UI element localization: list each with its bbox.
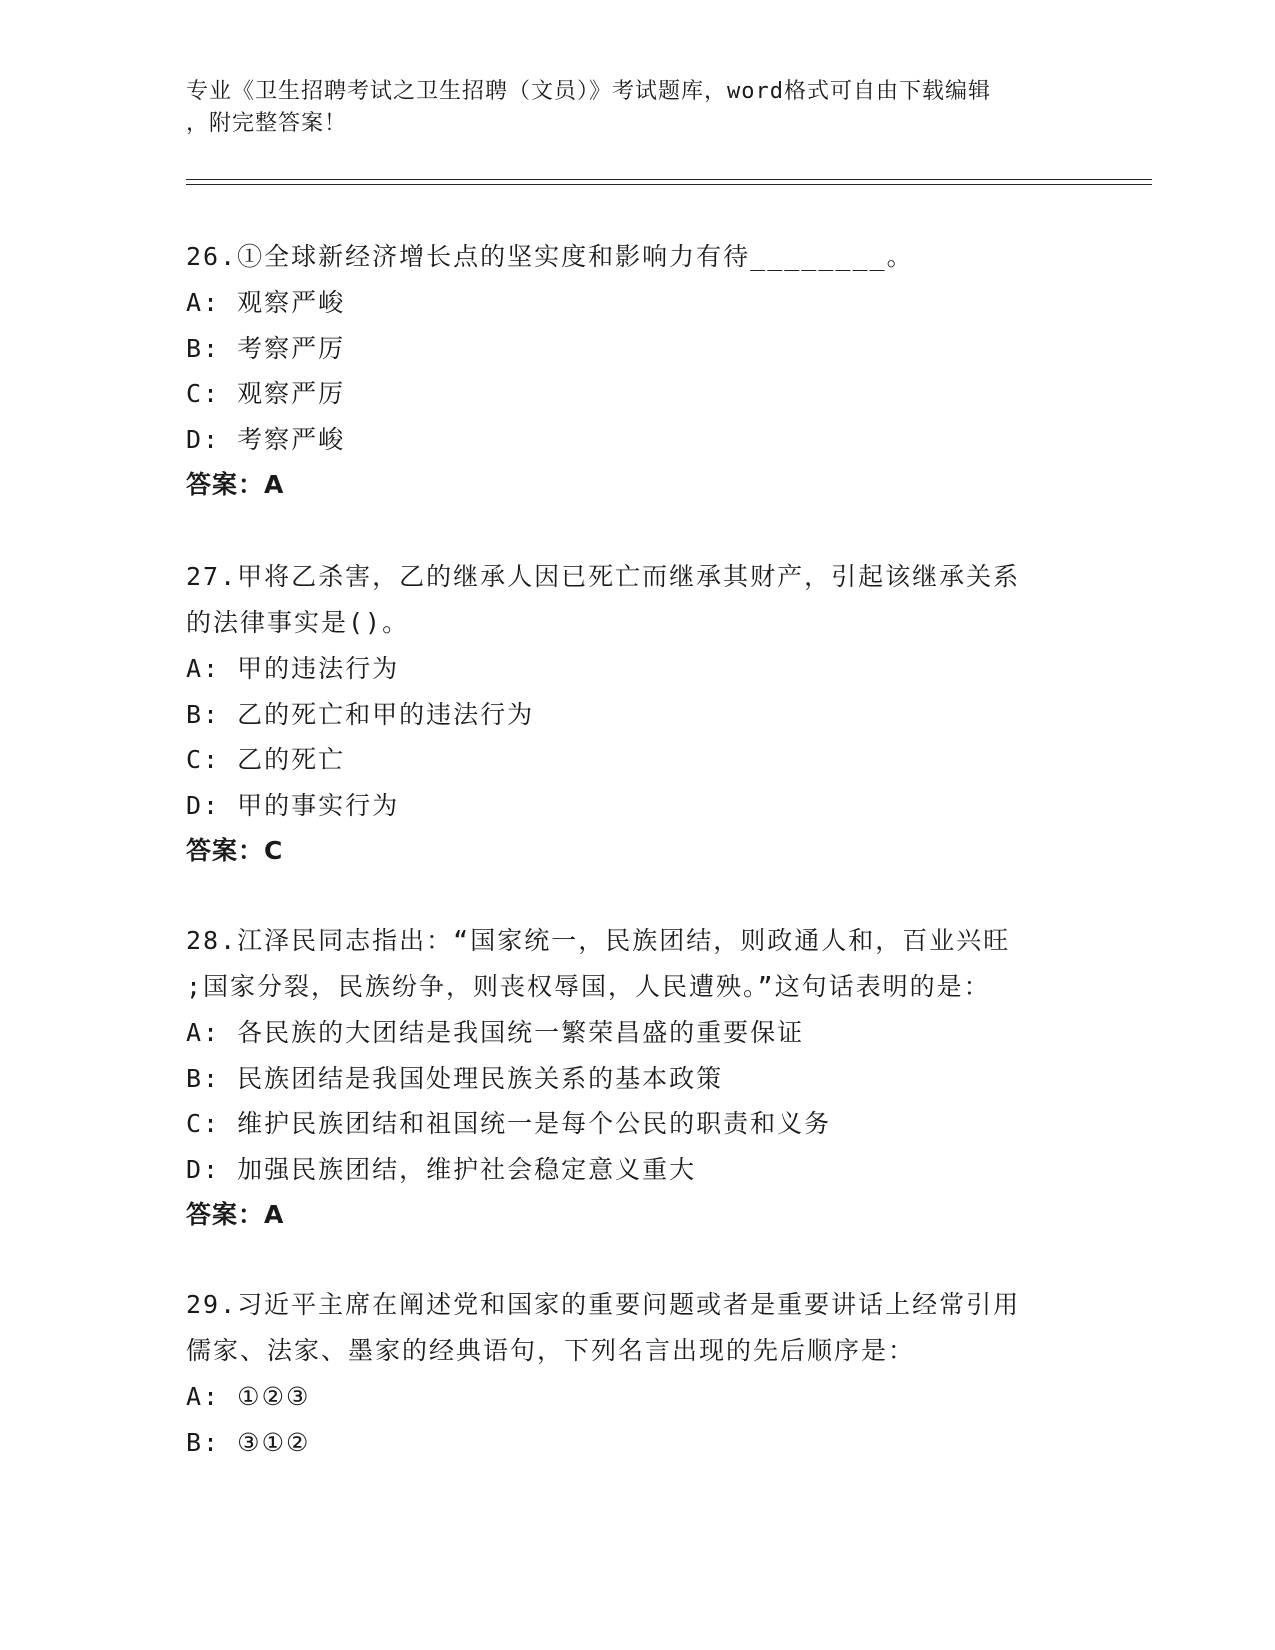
option-c: C: 乙的死亡	[186, 745, 346, 774]
question-28	[186, 918, 1086, 1238]
option-a: A: 各民族的大团结是我国统一繁荣昌盛的重要保证	[186, 1018, 805, 1047]
option-a: A: ①②③	[186, 1382, 311, 1411]
option-a: A: 甲的违法行为	[186, 654, 400, 683]
question-stem-line-2: 儒家、法家、墨家的经典语句，下列名言出现的先后顺序是：	[186, 1336, 916, 1365]
answer: 答案：A	[186, 1200, 285, 1229]
header-line-2: ，附完整答案！	[186, 111, 348, 136]
question-stem: 26.①全球新经济增长点的坚实度和影响力有待________。	[186, 242, 914, 271]
question-27	[186, 554, 1086, 874]
option-a: A: 观察严峻	[186, 288, 346, 317]
header-divider-bottom	[186, 184, 1152, 185]
option-d: D: 甲的事实行为	[186, 790, 400, 820]
option-d: D: 加强民族团结，维护社会稳定意义重大	[186, 1154, 697, 1184]
option-b: B: 考察严厉	[186, 333, 346, 363]
question-stem-line-1: 28.江泽民同志指出：“国家统一，民族团结，则政通人和，百业兴旺	[186, 926, 1011, 955]
document-header	[186, 76, 1076, 140]
question-stem-line-2: 的法律事实是()。	[186, 608, 410, 637]
question-26	[186, 234, 1086, 508]
option-b: B: 民族团结是我国处理民族关系的基本政策	[186, 1063, 724, 1093]
option-c: C: 维护民族团结和祖国统一是每个公民的职责和义务	[186, 1109, 832, 1138]
header-divider-top	[186, 179, 1152, 180]
answer: 答案：A	[186, 470, 285, 499]
option-b: B: 乙的死亡和甲的违法行为	[186, 699, 535, 729]
question-29	[186, 1282, 1086, 1465]
question-stem-line-1: 29.习近平主席在阐述党和国家的重要问题或者是重要讲话上经常引用	[186, 1290, 1021, 1319]
header-line-1: 专业《卫生招聘考试之卫生招聘（文员）》考试题库，word格式可自由下载编辑	[186, 79, 991, 104]
option-d: D: 考察严峻	[186, 424, 346, 454]
question-stem-line-1: 27.甲将乙杀害，乙的继承人因已死亡而继承其财产，引起该继承关系	[186, 562, 1021, 591]
answer: 答案：C	[186, 836, 284, 865]
question-stem-line-2: ;国家分裂，民族纷争，则丧权辱国，人民遭殃。”这句话表明的是：	[186, 972, 991, 1001]
option-b: B: ③①②	[186, 1427, 311, 1457]
option-c: C: 观察严厉	[186, 379, 346, 408]
